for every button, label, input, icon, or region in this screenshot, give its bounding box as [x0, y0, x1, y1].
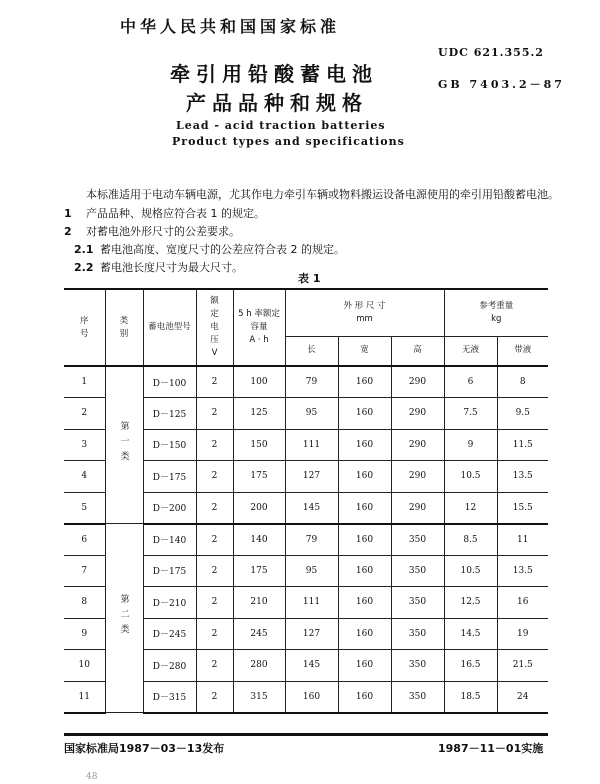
- table-row: [64, 524, 548, 556]
- cell-cap: 210: [233, 587, 285, 619]
- cell-cap: 175: [233, 461, 285, 493]
- cell-l: 79: [285, 366, 338, 398]
- cell-wet: 11: [497, 524, 548, 556]
- cell-model: D－210: [143, 587, 196, 619]
- cell-cap: 100: [233, 366, 285, 398]
- cell-seq: 6: [64, 524, 105, 556]
- cell-wet: 13.5: [497, 555, 548, 587]
- cell-l: 95: [285, 555, 338, 587]
- table-body: [64, 366, 548, 713]
- cell-l: 79: [285, 524, 338, 556]
- issuer-heading: 中华人民共和国国家标准: [120, 17, 341, 36]
- cell-v: 2: [196, 555, 233, 587]
- clause-text: 蓄电池长度尺寸为最大尺寸。: [100, 261, 243, 274]
- cell-seq: 1: [64, 366, 105, 398]
- cell-seq: 9: [64, 618, 105, 650]
- clause-2: [64, 223, 240, 239]
- cell-cap: 315: [233, 681, 285, 713]
- cell-v: 2: [196, 461, 233, 493]
- cell-dry: 12.5: [444, 587, 497, 619]
- cell-w: 160: [338, 461, 391, 493]
- spec-table: [64, 288, 548, 714]
- cell-model: D－100: [143, 366, 196, 398]
- cell-dry: 7.5: [444, 398, 497, 430]
- clause-2-1: [74, 241, 345, 257]
- clause-number: 2: [64, 225, 72, 238]
- cell-l: 127: [285, 618, 338, 650]
- footer-rule: [64, 733, 548, 736]
- header-dimensions: 外 形 尺 寸 mm: [285, 289, 444, 336]
- cell-w: 160: [338, 429, 391, 461]
- cell-h: 290: [391, 429, 444, 461]
- cell-cap: 140: [233, 524, 285, 556]
- header-voltage: 额定电压 V: [196, 289, 233, 366]
- clause-number: 2.1: [74, 243, 94, 256]
- title-line-1: 牵引用铅酸蓄电池: [170, 62, 378, 86]
- cell-wet: 19: [497, 618, 548, 650]
- cell-l: 111: [285, 429, 338, 461]
- cell-h: 290: [391, 366, 444, 398]
- cell-wet: 21.5: [497, 650, 548, 682]
- standard-number: GB 7403.2－87: [438, 78, 565, 91]
- cell-seq: 3: [64, 429, 105, 461]
- cell-model: D－150: [143, 429, 196, 461]
- cell-w: 160: [338, 524, 391, 556]
- clause-number: 2.2: [74, 261, 94, 274]
- cell-model: D－315: [143, 681, 196, 713]
- cell-dry: 16.5: [444, 650, 497, 682]
- cell-cap: 150: [233, 429, 285, 461]
- header-seq: 序号: [64, 289, 105, 366]
- english-title-line-1: Lead - acid traction batteries: [176, 119, 386, 132]
- cell-dry: 14.5: [444, 618, 497, 650]
- clause-2-2: [74, 259, 243, 275]
- cell-wet: 16: [497, 587, 548, 619]
- cell-w: 160: [338, 398, 391, 430]
- category-label: 第二类: [118, 594, 129, 639]
- cell-v: 2: [196, 618, 233, 650]
- header-category: 类别: [105, 289, 143, 366]
- clause-number: 1: [64, 207, 72, 220]
- cell-w: 160: [338, 618, 391, 650]
- clause-text: 对蓄电池外形尺寸的公差要求。: [86, 225, 240, 238]
- cell-h: 350: [391, 650, 444, 682]
- effective-date: 1987－11－01实施: [438, 742, 544, 755]
- title-line-2: 产品品种和规格: [186, 91, 368, 115]
- header-height: 高: [391, 336, 444, 366]
- cell-h: 350: [391, 618, 444, 650]
- clause-text: 产品品种、规格应符合表 1 的规定。: [86, 207, 265, 220]
- cell-w: 160: [338, 555, 391, 587]
- cell-wet: 24: [497, 681, 548, 713]
- page-number: 48: [86, 772, 98, 782]
- cell-h: 350: [391, 555, 444, 587]
- cell-h: 350: [391, 681, 444, 713]
- cell-v: 2: [196, 492, 233, 524]
- cell-model: D－175: [143, 555, 196, 587]
- cell-l: 95: [285, 398, 338, 430]
- cell-v: 2: [196, 429, 233, 461]
- cell-seq: 4: [64, 461, 105, 493]
- header-dry: 无液: [444, 336, 497, 366]
- clause-text: 蓄电池高度、宽度尺寸的公差应符合表 2 的规定。: [100, 243, 345, 256]
- table-row: [64, 366, 548, 398]
- cell-model: D－125: [143, 398, 196, 430]
- cell-v: 2: [196, 366, 233, 398]
- header-model: 蓄电池型号: [143, 289, 196, 366]
- header-width: 宽: [338, 336, 391, 366]
- cell-cap: 175: [233, 555, 285, 587]
- cell-category: [105, 524, 143, 713]
- cell-cap: 125: [233, 398, 285, 430]
- cell-category: [105, 366, 143, 524]
- cell-dry: 18.5: [444, 681, 497, 713]
- cell-dry: 9: [444, 429, 497, 461]
- cell-l: 127: [285, 461, 338, 493]
- cell-l: 145: [285, 650, 338, 682]
- cell-model: D－280: [143, 650, 196, 682]
- cell-seq: 10: [64, 650, 105, 682]
- header-weight: 参考重量 kg: [444, 289, 548, 336]
- cell-cap: 280: [233, 650, 285, 682]
- cell-cap: 200: [233, 492, 285, 524]
- cell-l: 145: [285, 492, 338, 524]
- cell-model: D－175: [143, 461, 196, 493]
- table-caption: 表 1: [298, 272, 321, 285]
- udc-code: UDC 621.355.2: [438, 46, 544, 59]
- cell-w: 160: [338, 650, 391, 682]
- cell-v: 2: [196, 524, 233, 556]
- cell-w: 160: [338, 366, 391, 398]
- intro-paragraph: 本标准适用于电动车辆电源，尤其作电力牵引车辆或物料搬运设备电源使用的牵引用铅酸蓄电池。: [86, 188, 559, 201]
- cell-v: 2: [196, 398, 233, 430]
- cell-h: 290: [391, 492, 444, 524]
- cell-dry: 12: [444, 492, 497, 524]
- cell-seq: 11: [64, 681, 105, 713]
- cell-wet: 11.5: [497, 429, 548, 461]
- cell-seq: 2: [64, 398, 105, 430]
- cell-dry: 6: [444, 366, 497, 398]
- cell-h: 290: [391, 461, 444, 493]
- cell-v: 2: [196, 681, 233, 713]
- cell-h: 290: [391, 398, 444, 430]
- cell-cap: 245: [233, 618, 285, 650]
- cell-w: 160: [338, 492, 391, 524]
- cell-model: D－140: [143, 524, 196, 556]
- cell-h: 350: [391, 587, 444, 619]
- cell-v: 2: [196, 650, 233, 682]
- cell-dry: 10.5: [444, 555, 497, 587]
- cell-wet: 9.5: [497, 398, 548, 430]
- header-length: 长: [285, 336, 338, 366]
- cell-wet: 15.5: [497, 492, 548, 524]
- cell-seq: 7: [64, 555, 105, 587]
- cell-wet: 13.5: [497, 461, 548, 493]
- cell-h: 350: [391, 524, 444, 556]
- cell-model: D－200: [143, 492, 196, 524]
- header-capacity: 5 h 率额定容量 A · h: [233, 289, 285, 366]
- cell-l: 160: [285, 681, 338, 713]
- cell-dry: 8.5: [444, 524, 497, 556]
- cell-seq: 5: [64, 492, 105, 524]
- category-label: 第一类: [118, 421, 129, 466]
- cell-w: 160: [338, 587, 391, 619]
- cell-v: 2: [196, 587, 233, 619]
- cell-dry: 10.5: [444, 461, 497, 493]
- cell-w: 160: [338, 681, 391, 713]
- english-title-line-2: Product types and specifications: [172, 135, 405, 148]
- issue-date: 国家标准局1987－03－13发布: [64, 742, 225, 755]
- header-wet: 带液: [497, 336, 548, 366]
- cell-model: D－245: [143, 618, 196, 650]
- cell-wet: 8: [497, 366, 548, 398]
- cell-l: 111: [285, 587, 338, 619]
- cell-seq: 8: [64, 587, 105, 619]
- clause-1: [64, 205, 265, 221]
